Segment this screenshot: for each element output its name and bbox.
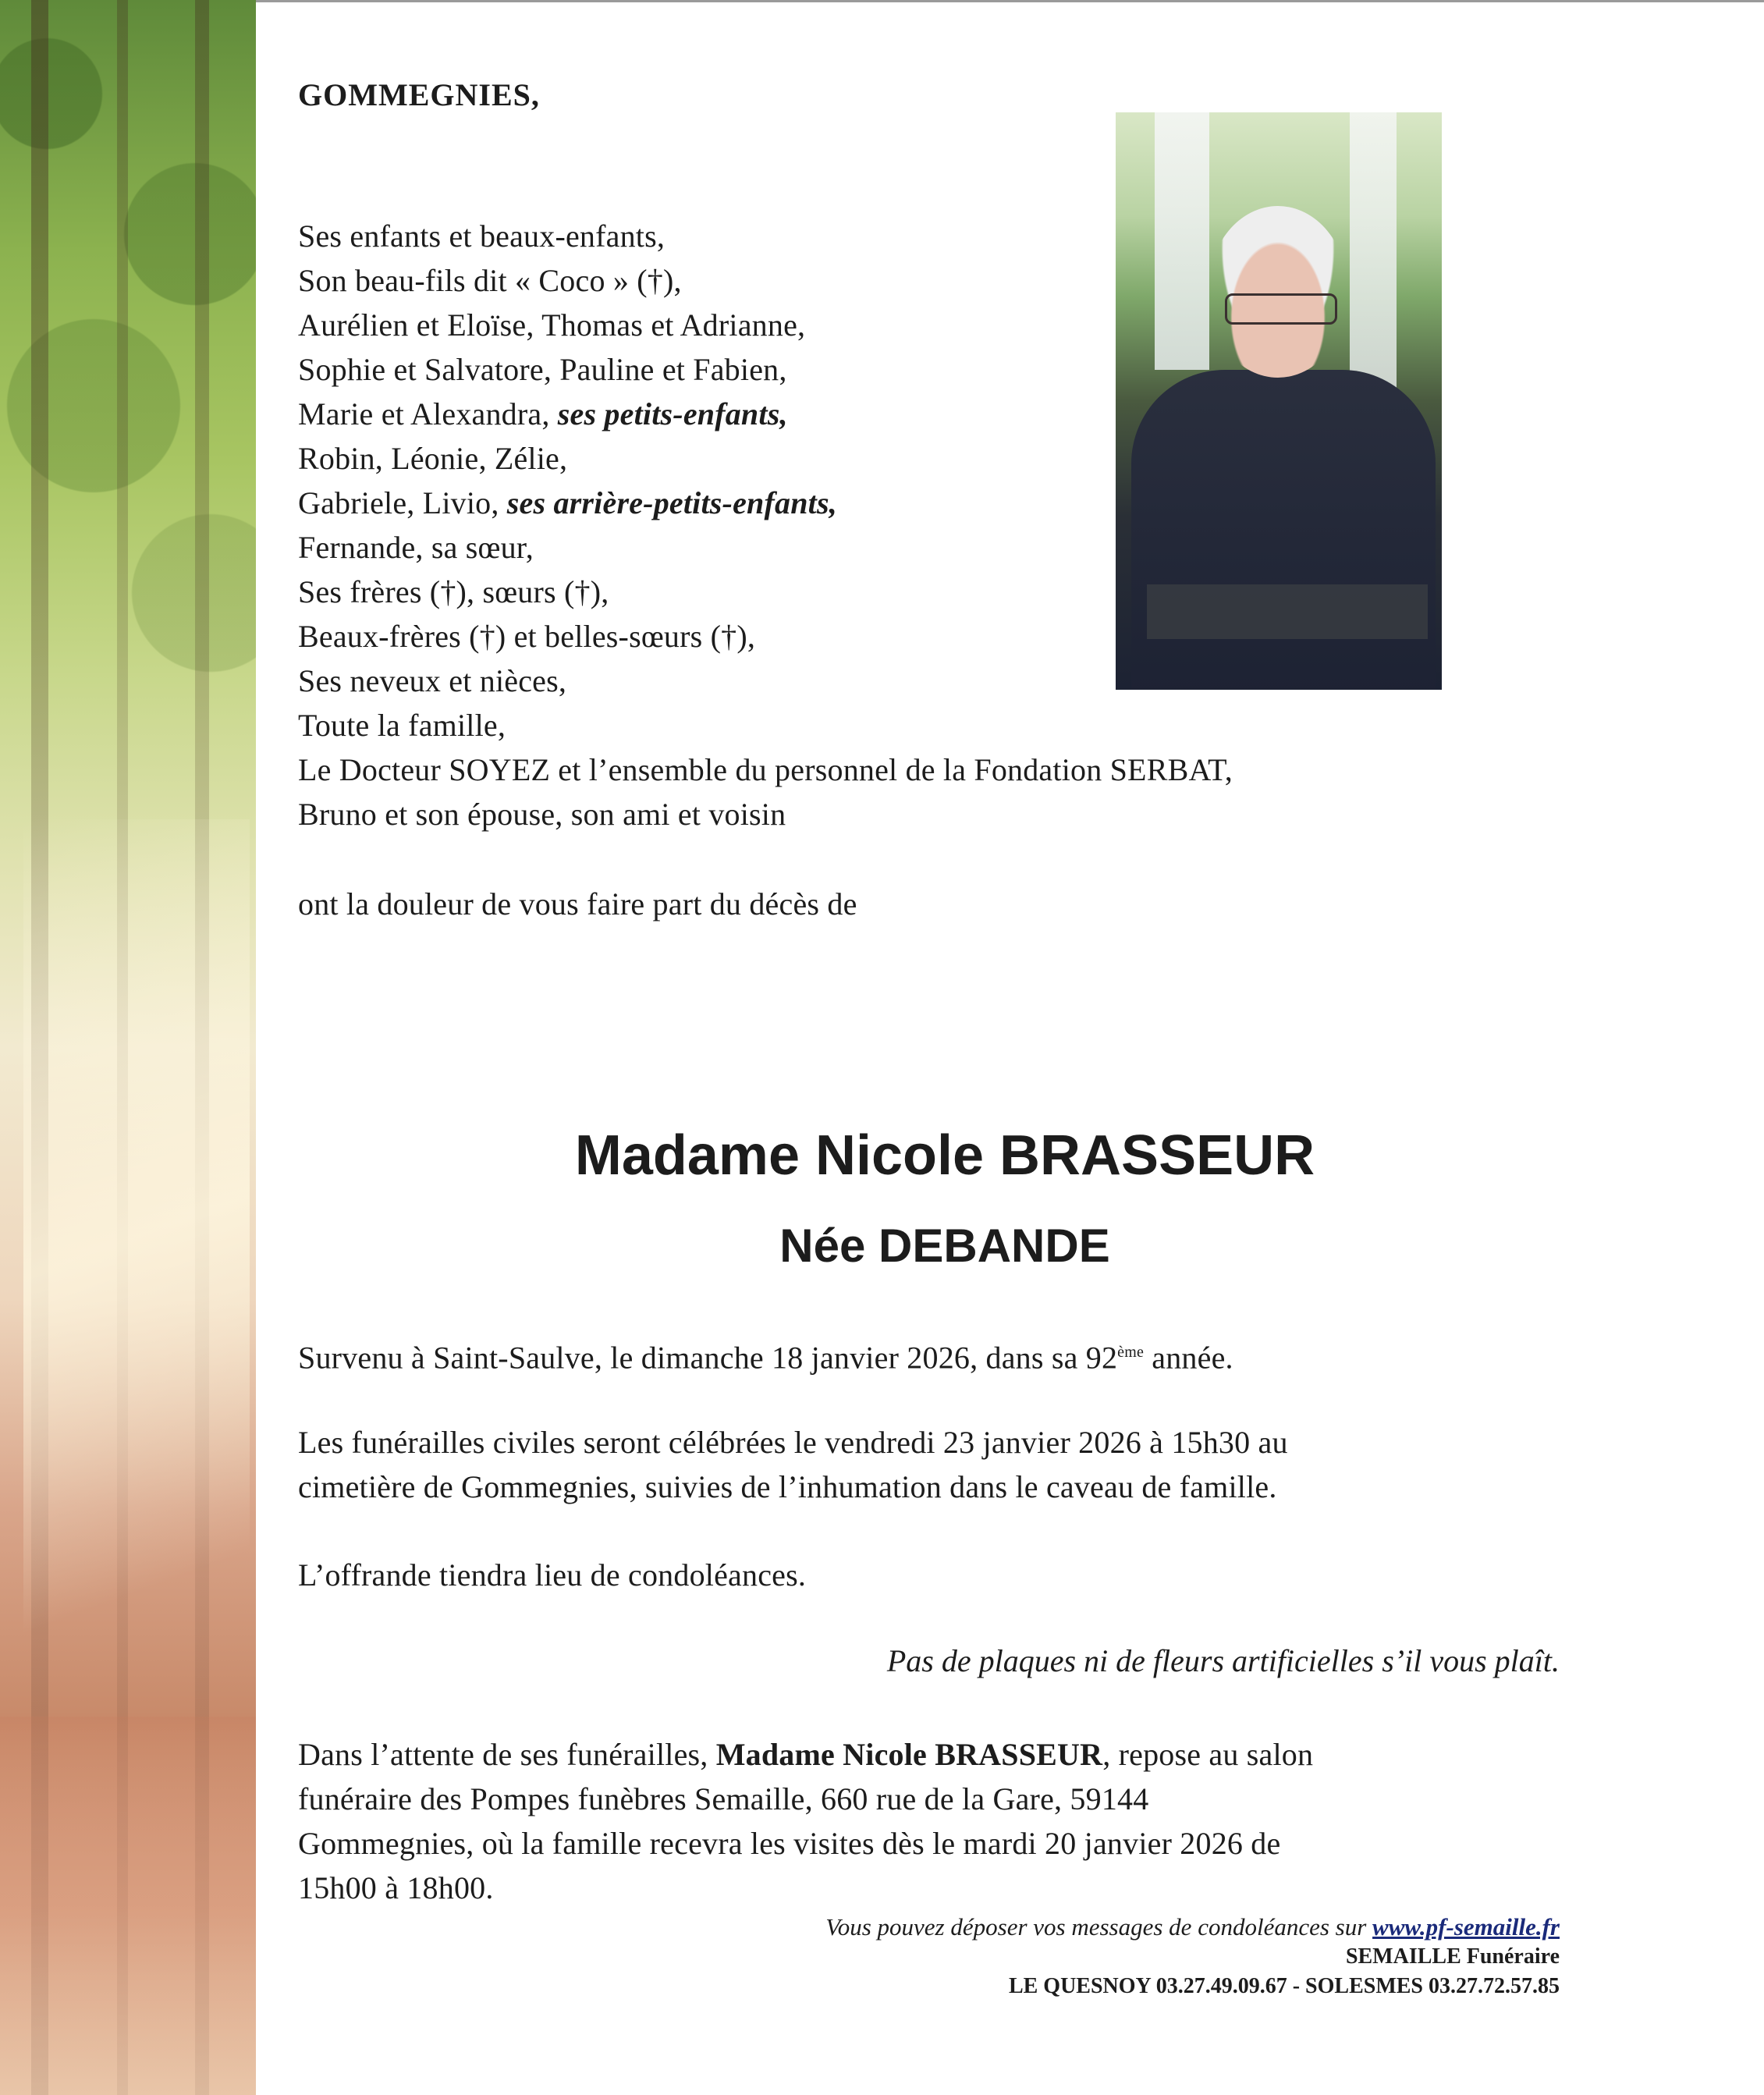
light-rays xyxy=(23,819,250,1756)
family-line: Beaux-frères (†) et belles-sœurs (†), xyxy=(298,619,756,654)
visit-line: 15h00 à 18h00. xyxy=(298,1870,494,1905)
deceased-name: Madame Nicole BRASSEUR xyxy=(574,1124,1315,1187)
announcement-line: ont la douleur de vous faire part du décès de xyxy=(298,886,857,921)
family-line: Ses neveux et nièces, xyxy=(298,663,567,698)
forest-path xyxy=(0,1717,256,2095)
family-line: Sophie et Salvatore, Pauline et Fabien, xyxy=(298,352,787,387)
family-line xyxy=(298,481,837,525)
visit-text: , repose au salon xyxy=(1102,1737,1314,1772)
family-line: Aurélien et Eloïse, Thomas et Adrianne, xyxy=(298,307,806,343)
visit-line xyxy=(298,1732,1313,1777)
family-line: Ses frères (†), sœurs (†), xyxy=(298,574,609,609)
family-names: Gabriele, Livio, xyxy=(298,485,507,520)
portrait-glasses xyxy=(1225,293,1337,325)
funeral-line: Les funérailles civiles seront célébrées le vendredi 23 janvier 2026 à 15h30 au xyxy=(298,1425,1288,1460)
top-border xyxy=(0,0,1764,2)
website-link[interactable]: www.pf-semaille.fr xyxy=(1372,1913,1560,1941)
condolences-note xyxy=(825,1913,1560,1941)
portrait-head xyxy=(1208,206,1348,378)
family-line: Robin, Léonie, Zélie, xyxy=(298,441,568,476)
ordinal-suffix: ème xyxy=(1117,1344,1145,1361)
family-names: Marie et Alexandra, xyxy=(298,396,558,431)
place-heading: GOMMEGNIES, xyxy=(298,77,540,112)
visit-deceased-name: Madame Nicole BRASSEUR xyxy=(715,1737,1103,1772)
portrait-body xyxy=(1131,370,1436,690)
offering-line: L’offrande tiendra lieu de condoléances. xyxy=(298,1557,807,1593)
forest-background-image xyxy=(0,0,256,2095)
portrait-photo xyxy=(1116,112,1442,690)
birth-name: Née DEBANDE xyxy=(779,1220,1110,1272)
family-line: Fernande, sa sœur, xyxy=(298,530,534,565)
portrait-belt xyxy=(1147,584,1428,639)
death-info-end: année. xyxy=(1144,1340,1233,1376)
family-line: Son beau-fils dit « Coco » (†), xyxy=(298,263,682,298)
family-role: ses petits-enfants, xyxy=(557,396,788,431)
company-phones: LE QUESNOY 03.27.49.09.67 - SOLESMES 03.27.72.57.85 xyxy=(1008,1974,1560,1998)
window-frame xyxy=(1155,112,1209,370)
death-info xyxy=(298,1330,1233,1380)
no-flowers-note: Pas de plaques ni de fleurs artificielles s’il vous plaît. xyxy=(886,1643,1560,1678)
visit-line: Gommegnies, où la famille recevra les visites dès le mardi 20 janvier 2026 de xyxy=(298,1826,1281,1861)
family-role: ses arrière-petits-enfants, xyxy=(506,485,837,520)
condolences-text: Vous pouvez déposer vos messages de condoléances sur xyxy=(825,1913,1373,1941)
family-line: Bruno et son épouse, son ami et voisin xyxy=(298,797,786,832)
death-info-text: Survenu à Saint-Saulve, le dimanche 18 janvier 2026, dans sa 92 xyxy=(298,1340,1118,1376)
family-line: Toute la famille, xyxy=(298,708,506,743)
family-line xyxy=(298,392,788,436)
visit-text: Dans l’attente de ses funérailles, xyxy=(298,1737,716,1772)
visit-line: funéraire des Pompes funèbres Semaille, 660 rue de la Gare, 59144 xyxy=(298,1781,1149,1816)
funeral-line: cimetière de Gommegnies, suivies de l’inhumation dans le caveau de famille. xyxy=(298,1469,1277,1504)
window-frame xyxy=(1350,112,1397,409)
family-line: Ses enfants et beaux-enfants, xyxy=(298,218,665,254)
family-line: Le Docteur SOYEZ et l’ensemble du personnel de la Fondation SERBAT, xyxy=(298,752,1233,787)
company-name: SEMAILLE Funéraire xyxy=(1345,1944,1560,1969)
